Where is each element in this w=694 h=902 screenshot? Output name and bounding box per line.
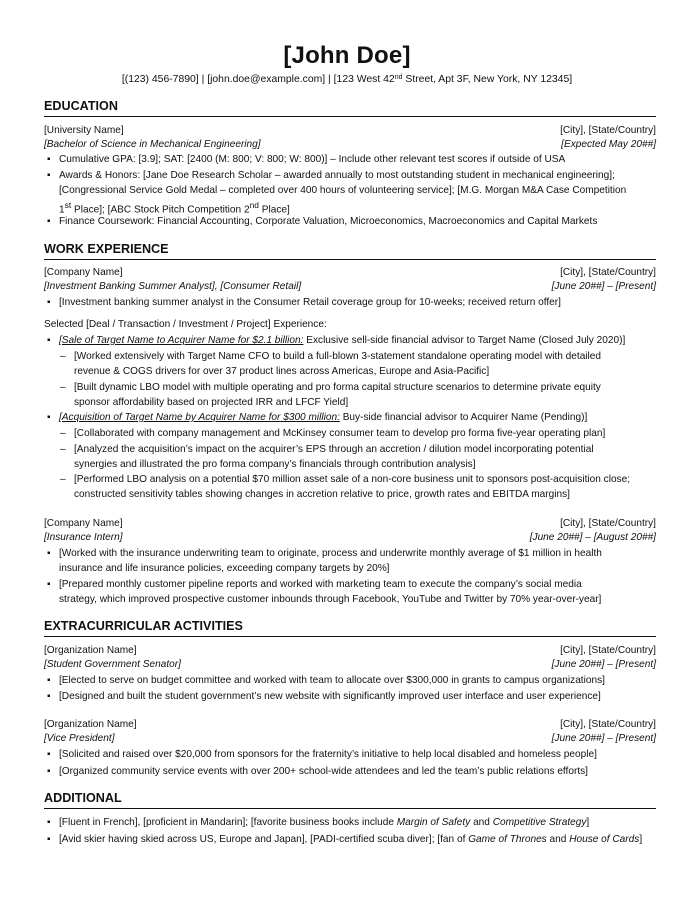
org2-name-row [44, 718, 656, 731]
school-location: [City], [State/Country] [560, 125, 656, 136]
bullet-icon: ▪ [47, 691, 51, 702]
company-location: [City], [State/Country] [560, 518, 656, 529]
section-extracurricular-heading: EXTRACURRICULAR ACTIVITIES [44, 619, 656, 637]
org-name: [Organization Name] [44, 645, 137, 656]
deal2-subbullet: – [Analyzed the acquisition’s impact on the acquirer’s EPS through an accretion / dilution model incorporating potential synergies and illustrated the pro forma company’s financials through contribution analysis] [60, 444, 594, 470]
bullet-icon: ▪ [47, 335, 51, 346]
job-role: [Insurance Intern] [44, 532, 123, 543]
job2-bullet: ▪ [Worked with the insurance underwriting team to originate, process and underwrite monthly average of $1 million in health insurance and life insurance policies, exceeding company targets by 20%] [47, 548, 602, 574]
additional-bullet: ▪ [Fluent in French], [proficient in Mandarin]; [favorite business books include Margin of Safety and Competitive Strategy] [47, 817, 590, 828]
org-date: [June 20##] – [Present] [551, 659, 656, 670]
job-role: [Investment Banking Summer Analyst], [Consumer Retail] [44, 281, 302, 292]
dash-icon: – [60, 428, 66, 439]
section-additional-heading: ADDITIONAL [44, 791, 656, 809]
dash-icon: – [60, 351, 66, 362]
job2-role-row [44, 531, 656, 544]
bullet-icon: ▪ [47, 297, 51, 308]
org-role: [Vice President] [44, 733, 115, 744]
deal2-bullet: ▪ [Acquisition of Target Name by Acquirer Name for $300 million: Buy-side financial advisor to Acquirer Name (Pending)] [47, 412, 588, 423]
education-degree-row [44, 138, 656, 151]
degree: [Bachelor of Science in Mechanical Engineering] [44, 139, 261, 150]
job-date: [June 20##] – [August 20##] [529, 532, 656, 543]
contact-line [0, 74, 694, 85]
address: [123 West 42nd Street, Apt 3F, New York, NY 12345] [333, 74, 573, 85]
org-date: [June 20##] – [Present] [551, 733, 656, 744]
email: [john.doe@example.com] [207, 74, 326, 85]
org1-role-row [44, 658, 656, 671]
org1-bullet: ▪ [Designed and built the student government’s new website with significantly improved user interface and user experience] [47, 691, 601, 702]
bullet-icon: ▪ [47, 675, 51, 686]
bullet-icon: ▪ [47, 412, 51, 423]
org-location: [City], [State/Country] [560, 719, 656, 730]
phone: [(123) 456-7890] [121, 74, 199, 85]
job-date: [June 20##] – [Present] [551, 281, 656, 292]
deal1-bullet: ▪ [Sale of Target Name to Acquirer Name for $2.1 billion: Exclusive sell-side financial advisor to Target Name (Closed July 2020)] [47, 335, 626, 346]
bullet-coursework: ▪ Finance Coursework: Financial Accounting, Corporate Valuation, Microeconomics, Macroeconomics and Capital Markets [47, 216, 598, 227]
dash-icon: – [60, 382, 66, 393]
deal1-subbullet: – [Built dynamic LBO model with multiple operating and pro forma capital structure scenarios to determine private equity sponsor affordability based on projected IRR and LFCF Yield] [60, 382, 601, 408]
bullet-icon: ▪ [47, 766, 51, 777]
job2-company-row [44, 517, 656, 530]
bullet-icon: ▪ [47, 170, 51, 181]
bullet-icon: ▪ [47, 834, 51, 845]
job1-company-row [44, 266, 656, 279]
school-name: [University Name] [44, 125, 124, 136]
deal2-subbullet: – [Collaborated with company management and McKinsey consumer team to develop pro forma five-year operating plan] [60, 428, 606, 439]
additional-bullet: ▪ [Avid skier having skied across US, Europe and Japan], [PADI-certified scuba diver]; [fan of Game of Thrones and House of Cards] [47, 834, 643, 845]
bullet-awards: ▪ Awards & Honors: [Jane Doe Research Scholar – awarded annually to most outstanding student in mechanical engineering]; [Congressional Service Gold Medal – completed over 400 hours of volunteering service]; [M.G. Morgan M&A Case Competition 1st Place]; [ABC Stock Pitch Competition 2nd Place] [47, 170, 627, 216]
bullet-icon: ▪ [47, 548, 51, 559]
section-work-heading: WORK EXPERIENCE [44, 242, 656, 260]
job2-bullet: ▪ [Prepared monthly customer pipeline reports and worked with marketing team to execute the company’s social media strategy, which improved prospective customer inbounds through Facebook, YouTube and Twitter by 70% year-over-year] [47, 579, 602, 605]
job1-bullet: ▪ [Investment banking summer analyst in the Consumer Retail coverage group for 10-weeks; received return offer] [47, 297, 561, 308]
deal2-subbullet: – [Performed LBO analysis on a potential $70 million asset sale of a non-core business unit to sponsors post-acquisition close; constructed sensitivity tables showing changes in accretion relative to price, growth rates and EBITDA margins] [60, 474, 631, 500]
dash-icon: – [60, 474, 66, 485]
bullet-icon: ▪ [47, 817, 51, 828]
org1-bullet: ▪ [Elected to serve on budget committee and worked with team to allocate over $300,000 in grants to campus organizations] [47, 675, 605, 686]
org-location: [City], [State/Country] [560, 645, 656, 656]
bullet-icon: ▪ [47, 579, 51, 590]
education-school-row [44, 124, 656, 137]
deal1-subbullet: – [Worked extensively with Target Name CFO to build a full-blown 3-statement standalone operating model with detailed revenue & COGS drivers for over 37 product lines across Americas, Europe and Asia-Pacific] [60, 351, 602, 377]
bullet-icon: ▪ [47, 216, 51, 227]
org-name: [Organization Name] [44, 719, 137, 730]
separator: | [198, 74, 208, 85]
dash-icon: – [60, 444, 66, 455]
org2-role-row [44, 732, 656, 745]
org1-name-row [44, 644, 656, 657]
section-education-heading: EDUCATION [44, 99, 656, 117]
degree-date: [Expected May 20##] [561, 139, 656, 150]
selected-experience-label: Selected [Deal / Transaction / Investment / Project] Experience: [44, 319, 327, 330]
company-name: [Company Name] [44, 267, 123, 278]
company-location: [City], [State/Country] [560, 267, 656, 278]
company-name: [Company Name] [44, 518, 123, 529]
org-role: [Student Government Senator] [44, 659, 181, 670]
bullet-icon: ▪ [47, 154, 51, 165]
bullet-icon: ▪ [47, 749, 51, 760]
job1-role-row [44, 280, 656, 293]
org2-bullet: ▪ [Solicited and raised over $20,000 from sponsors for the fraternity’s initiative to help local disabled and homeless people] [47, 749, 597, 760]
org2-bullet: ▪ [Organized community service events with over 200+ school-wide attendees and led the team’s public relations efforts] [47, 766, 588, 777]
separator: | [325, 74, 334, 85]
candidate-name: [John Doe] [283, 42, 411, 69]
bullet-gpa: ▪ Cumulative GPA: [3.9]; SAT: [2400 (M: 800; V: 800; W: 800)] – Include other relevant test scores if outside of USA [47, 154, 566, 165]
